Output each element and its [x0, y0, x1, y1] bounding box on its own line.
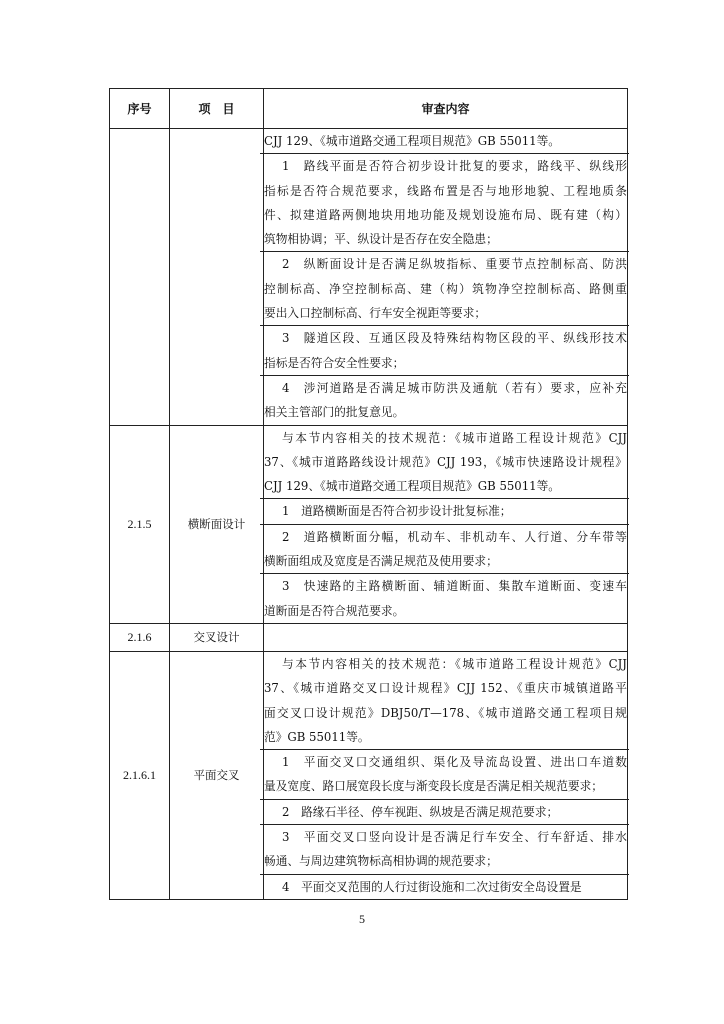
header-content: 审查内容	[264, 89, 628, 129]
content-paragraph	[264, 499, 627, 523]
content-line: 筑物相协调；平、纵设计是否存在安全隐患；	[264, 232, 498, 247]
content-line: 范》GB 55011等。	[264, 729, 370, 744]
row-content	[264, 129, 628, 426]
content-line: 与本节内容相关的技术规范：《城市道路工程设计规范》CJJ	[282, 656, 627, 671]
content-line: 1 道路横断面是否符合初步设计批复标准；	[282, 504, 512, 519]
row-item: 平面交叉	[170, 651, 264, 899]
row-item: 交叉设计	[170, 623, 264, 651]
content-line: CJJ 129、《城市道路交通工程项目规范》GB 55011等。	[264, 479, 560, 494]
table-row	[110, 623, 628, 651]
content-line: 37、《城市道路路线设计规范》CJJ 193，《城市快速路设计规程》	[264, 454, 627, 469]
content-paragraph	[264, 574, 627, 623]
content-line: 1 平面交叉口交通组织、渠化及导流岛设置、进出口车道数	[282, 755, 627, 770]
content-line: 4 平面交叉范围的人行过街设施和二次过街安全岛设置是	[282, 879, 582, 894]
content-line: CJJ 129、《城市道路交通工程项目规范》GB 55011等。	[264, 134, 560, 148]
content-line: 量及宽度、路口展宽段长度与渐变段长度是否满足相关规范要求；	[264, 779, 603, 794]
content-line: 4 涉河道路是否满足城市防洪及通航（若有）要求，应补充	[282, 380, 627, 395]
content-paragraph	[264, 326, 627, 375]
row-number: 2.1.5	[110, 425, 170, 623]
row-number: 2.1.6	[110, 623, 170, 651]
row-item	[170, 129, 264, 426]
row-content	[264, 651, 628, 899]
table-row	[110, 129, 628, 426]
content-paragraph	[264, 426, 627, 499]
content-paragraph	[264, 376, 627, 425]
content-paragraph	[264, 800, 627, 824]
content-line: 横断面组成及宽度是否满足规范及使用要求；	[264, 554, 498, 569]
content-paragraph	[264, 750, 627, 799]
content-paragraph	[264, 875, 627, 899]
content-line: 3 隧道区段、互通区段及特殊结构物区段的平、纵线形技术	[282, 331, 627, 346]
content-paragraph	[264, 154, 627, 251]
content-paragraph	[264, 825, 627, 874]
content-line: 37、《城市道路交叉口设计规程》CJJ 152、《重庆市城镇道路平	[264, 681, 627, 696]
table-row	[110, 425, 628, 623]
content-line: 畅通、与周边建筑物标高相协调的规范要求；	[264, 854, 498, 869]
content-line: 2 纵断面设计是否满足纵坡指标、重要节点控制标高、防洪	[282, 257, 627, 272]
content-line: 3 平面交叉口竖向设计是否满足行车安全、行车舒适、排水	[282, 830, 627, 845]
header-no: 序号	[110, 89, 170, 129]
content-line: 相关主管部门的批复意见。	[264, 405, 405, 420]
table-header-row	[110, 89, 628, 129]
content-line: 3 快速路的主路横断面、辅道断面、集散车道断面、变速车	[282, 579, 627, 594]
row-item: 横断面设计	[170, 425, 264, 623]
content-line: 件、拟建道路两侧地块用地功能及规划设施布局、既有建（构）	[264, 207, 627, 222]
content-line: 2 路缘石半径、停车视距、纵坡是否满足规范要求；	[282, 804, 559, 819]
content-paragraph	[264, 129, 627, 153]
row-content	[264, 623, 628, 651]
content-line: 控制标高、净空控制标高、建（构）筑物净空控制标高、路侧重	[264, 281, 627, 296]
content-paragraph	[264, 652, 627, 749]
header-item: 项 目	[170, 89, 264, 129]
content-paragraph	[264, 252, 627, 325]
content-line: 1 路线平面是否符合初步设计批复的要求，路线平、纵线形	[282, 159, 627, 174]
content-line: 要出入口控制标高、行车安全视距等要求；	[264, 306, 487, 321]
content-line: 面交叉口设计规范》DBJ50/T—178、《城市道路交通工程项目规	[264, 705, 627, 720]
content-paragraph	[264, 525, 627, 574]
content-line: 指标是否符合规范要求，线路布置是否与地形地貌、工程地质条	[264, 183, 627, 198]
content-line: 指标是否符合安全性要求；	[264, 355, 405, 370]
content-line: 2 道路横断面分幅，机动车、非机动车、人行道、分车带等	[282, 529, 627, 544]
row-number	[110, 129, 170, 426]
content-line: 道断面是否符合规范要求。	[264, 603, 405, 618]
page-number: 5	[359, 912, 365, 926]
row-content	[264, 425, 628, 623]
content-line: 与本节内容相关的技术规范：《城市道路工程设计规范》CJJ	[282, 430, 627, 445]
row-number: 2.1.6.1	[110, 651, 170, 899]
review-table	[109, 88, 628, 900]
table-row	[110, 651, 628, 899]
